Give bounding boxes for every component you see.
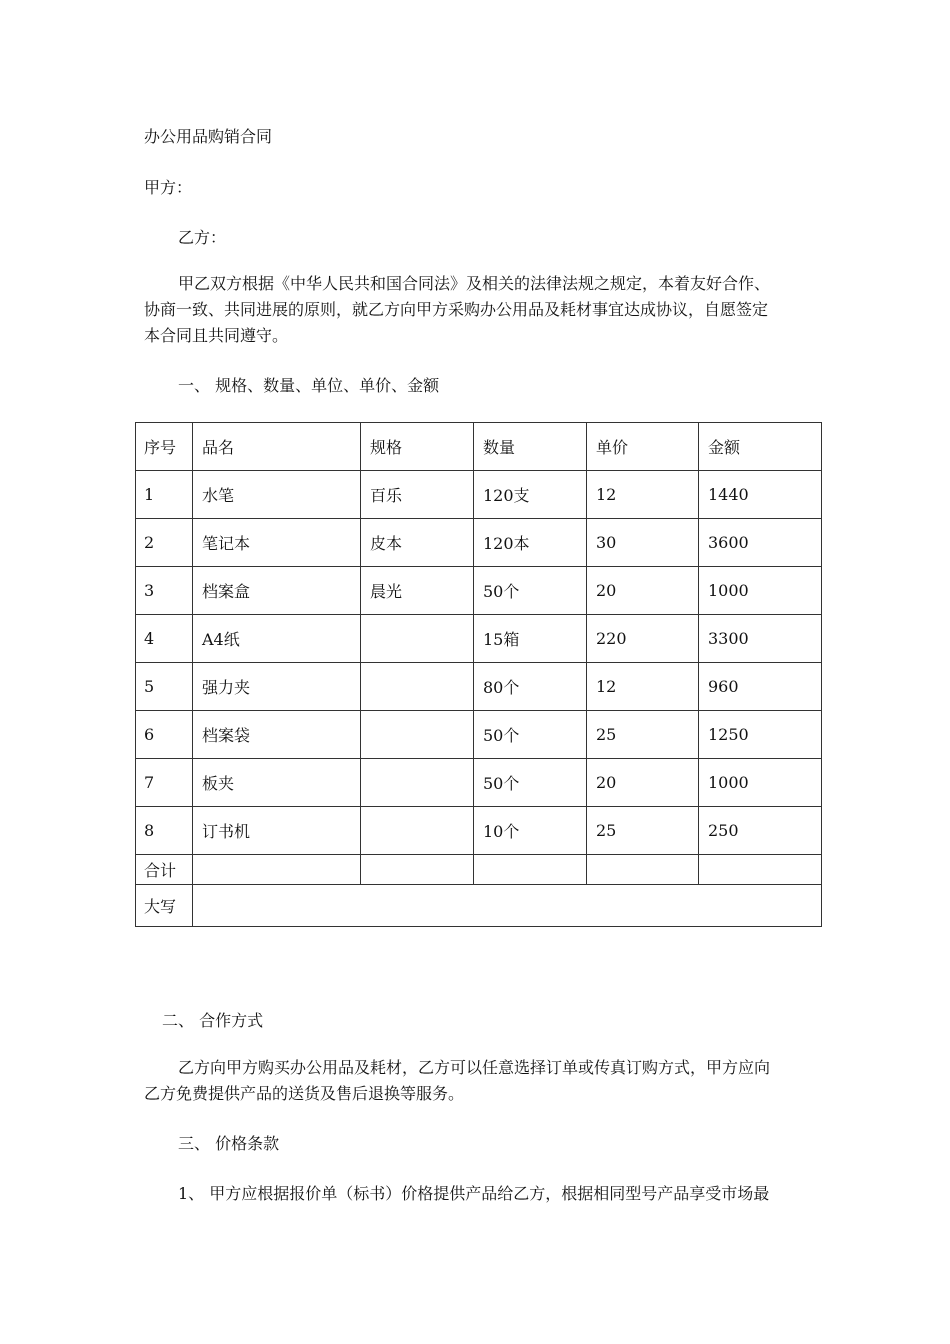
table-cell: 30: [587, 519, 699, 567]
table-cell: A4纸: [193, 615, 361, 663]
table-cell: 50个: [474, 567, 587, 615]
table-cell: [361, 807, 474, 855]
header-cell: 规格: [361, 423, 474, 471]
table-cell: 25: [587, 711, 699, 759]
table-cell: [361, 711, 474, 759]
table-cell: 15箱: [474, 615, 587, 663]
table-cell: 2: [136, 519, 193, 567]
table-cell: 50个: [474, 711, 587, 759]
table-cell: 5: [136, 663, 193, 711]
table-cell: 强力夹: [193, 663, 361, 711]
table-cell: 1440: [699, 471, 822, 519]
table-cell: [361, 663, 474, 711]
table-header-row: [136, 423, 822, 471]
table-cell: 10个: [474, 807, 587, 855]
capital-label: 大写: [136, 885, 193, 927]
table-cell: 960: [699, 663, 822, 711]
header-cell: 序号: [136, 423, 193, 471]
table-cell: 百乐: [361, 471, 474, 519]
table-cell: 20: [587, 567, 699, 615]
items-table: [135, 422, 822, 927]
table-row: [136, 663, 822, 711]
table-cell: [361, 615, 474, 663]
section-3-heading: 三、 价格条款: [178, 1134, 280, 1153]
table-cell: 3300: [699, 615, 822, 663]
section-3-item-1: 1、 甲方应根据报价单（标书）价格提供产品给乙方，根据相同型号产品享受市场最: [178, 1184, 770, 1203]
table-cell: 8: [136, 807, 193, 855]
section-2-heading: 二、 合作方式: [162, 1011, 264, 1030]
party-a-label: 甲方：: [144, 178, 193, 197]
party-b-label: 乙方：: [178, 228, 227, 247]
section-1-heading: 一、 规格、数量、单位、单价、金额: [178, 376, 440, 395]
section-2-line: 乙方免费提供产品的送货及售后退换等服务。: [144, 1084, 465, 1103]
total-cell: [193, 855, 361, 885]
capital-cell: [193, 885, 822, 927]
total-cell: [699, 855, 822, 885]
table-cell: 6: [136, 711, 193, 759]
table-cell: 3: [136, 567, 193, 615]
table-row: [136, 615, 822, 663]
table-cell: 1250: [699, 711, 822, 759]
table-cell: 80个: [474, 663, 587, 711]
document-title: 办公用品购销合同: [144, 127, 273, 146]
header-cell: 品名: [193, 423, 361, 471]
table-cell: 12: [587, 663, 699, 711]
intro-line: 甲乙双方根据《中华人民共和国合同法》及相关的法律法规之规定，本着友好合作、: [178, 274, 771, 293]
table-cell: 档案盒: [193, 567, 361, 615]
table-cell: 3600: [699, 519, 822, 567]
table-cell: 4: [136, 615, 193, 663]
table-cell: 220: [587, 615, 699, 663]
table-cell: 1000: [699, 759, 822, 807]
intro-paragraph: [144, 271, 812, 349]
section-2-paragraph: [144, 1055, 812, 1107]
table-cell: 20: [587, 759, 699, 807]
total-cell: [361, 855, 474, 885]
table-cell: 1: [136, 471, 193, 519]
table-cell: 1000: [699, 567, 822, 615]
total-cell: [587, 855, 699, 885]
header-cell: 单价: [587, 423, 699, 471]
table-cell: 档案袋: [193, 711, 361, 759]
table-row: [136, 711, 822, 759]
table-cell: 水笔: [193, 471, 361, 519]
section-2-line: 乙方向甲方购买办公用品及耗材，乙方可以任意选择订单或传真订购方式，甲方应向: [178, 1058, 771, 1077]
table-cell: 笔记本: [193, 519, 361, 567]
table-cell: 120支: [474, 471, 587, 519]
table-row: [136, 807, 822, 855]
table-cell: 50个: [474, 759, 587, 807]
table-cell: 12: [587, 471, 699, 519]
intro-line: 协商一致、共同进展的原则，就乙方向甲方采购办公用品及耗材事宜达成协议，自愿签定: [144, 300, 769, 319]
table-cell: [361, 759, 474, 807]
total-row: [136, 855, 822, 885]
table-cell: 120本: [474, 519, 587, 567]
table-row: [136, 519, 822, 567]
total-label: 合计: [136, 855, 193, 885]
total-cell: [474, 855, 587, 885]
header-cell: 数量: [474, 423, 587, 471]
table-cell: 7: [136, 759, 193, 807]
table-cell: 皮本: [361, 519, 474, 567]
table-cell: 订书机: [193, 807, 361, 855]
table-cell: 晨光: [361, 567, 474, 615]
header-cell: 金额: [699, 423, 822, 471]
table-cell: 25: [587, 807, 699, 855]
table-row: [136, 471, 822, 519]
capital-row: [136, 885, 822, 927]
intro-line: 本合同且共同遵守。: [144, 326, 289, 345]
table-row: [136, 759, 822, 807]
table-cell: 250: [699, 807, 822, 855]
table-row: [136, 567, 822, 615]
table-cell: 板夹: [193, 759, 361, 807]
